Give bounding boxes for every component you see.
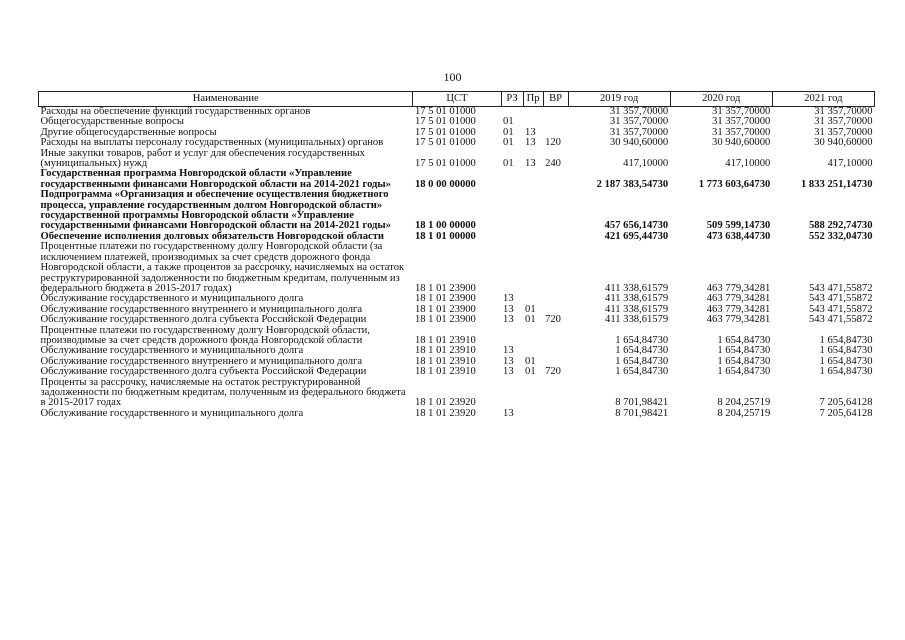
row-2021: 7 205,64128 xyxy=(819,407,873,419)
row-2020: 1 654,84730 xyxy=(717,366,771,378)
row-2021: 1 654,84730 xyxy=(819,334,873,346)
row-2019: 1 654,84730 xyxy=(615,345,669,357)
row-2021: 417,10000 xyxy=(827,158,873,170)
row-pr xyxy=(523,190,543,232)
header-2019: 2019 год xyxy=(568,92,670,107)
row-name: Общегосударственные вопросы xyxy=(40,116,184,128)
row-vr xyxy=(543,169,568,190)
row-2019: 8 701,98421 xyxy=(615,397,669,409)
row-2020: 509 599,14730 xyxy=(706,220,771,232)
row-2019: 31 357,70000 xyxy=(609,106,669,117)
row-rz: 13 xyxy=(503,407,514,419)
row-vr xyxy=(543,409,568,419)
header-cst: ЦСТ xyxy=(413,92,501,107)
row-rz: 13 xyxy=(503,366,514,378)
row-cst: 18 1 01 23910 xyxy=(414,366,476,378)
row-vr xyxy=(543,326,568,347)
row-2020: 463 779,34281 xyxy=(706,282,771,294)
table-row xyxy=(39,315,875,325)
table-row xyxy=(39,378,875,409)
row-cst: 17 5 01 01000 xyxy=(414,106,476,117)
row-cst: 18 1 01 23910 xyxy=(414,355,476,367)
row-2019: 1 654,84730 xyxy=(615,366,669,378)
row-cst: 18 1 01 23900 xyxy=(414,314,476,326)
row-cst: 18 0 00 00000 xyxy=(414,178,476,190)
header-pr: Пр xyxy=(523,92,543,107)
row-rz: 13 xyxy=(503,355,514,367)
row-cst: 18 1 01 23910 xyxy=(414,345,476,357)
row-2021: 31 357,70000 xyxy=(814,126,873,138)
row-name: Обслуживание государственного долга субъекта Российской Федерации xyxy=(40,314,367,326)
row-pr xyxy=(523,232,543,242)
row-rz: 01 xyxy=(503,137,514,149)
row-rz: 01 xyxy=(503,126,514,138)
row-2019: 30 940,60000 xyxy=(609,137,669,149)
row-2021: 552 332,04730 xyxy=(808,230,873,242)
row-pr: 13 xyxy=(525,158,536,170)
row-cst: 18 1 01 23910 xyxy=(414,334,476,346)
row-pr xyxy=(523,169,543,190)
table-row xyxy=(39,409,875,419)
row-rz: 13 xyxy=(503,303,514,315)
page-number: 100 xyxy=(443,70,462,84)
header-name: Наименование xyxy=(39,92,413,107)
row-2019: 411 338,61579 xyxy=(605,303,669,315)
row-2020: 31 357,70000 xyxy=(712,126,771,138)
row-name: Проценты за рассрочку, начисляемые на остаток реструктурированной задолженности по бюджетным кредитам, полученным из федерального бюджета в 2015-2017 годах xyxy=(40,376,406,409)
row-vr xyxy=(543,242,568,294)
table-row xyxy=(39,326,875,347)
row-pr xyxy=(523,326,543,347)
row-pr: 01 xyxy=(525,314,536,326)
row-name: Государственная программа Новгородской области «Управление государственными финансами Новгородской области на 2014-2021 годы» xyxy=(40,168,391,190)
row-2021: 1 833 251,14730 xyxy=(800,178,873,190)
row-2021: 588 292,74730 xyxy=(808,220,873,232)
row-cst: 17 5 01 01000 xyxy=(414,137,476,149)
table-row xyxy=(39,367,875,377)
row-cst: 18 1 01 23900 xyxy=(414,282,476,294)
row-name: Обслуживание государственного и муниципального долга xyxy=(40,407,304,419)
row-cst: 18 1 00 00000 xyxy=(414,220,476,232)
row-rz xyxy=(501,232,523,242)
row-2020: 473 638,44730 xyxy=(706,230,771,242)
table-row xyxy=(39,190,875,232)
row-2021: 30 940,60000 xyxy=(814,137,873,149)
row-2019: 457 656,14730 xyxy=(604,220,669,232)
row-rz xyxy=(501,190,523,232)
row-2019: 411 338,61579 xyxy=(605,314,669,326)
row-pr xyxy=(523,107,543,118)
row-rz: 01 xyxy=(503,158,514,170)
row-2020: 8 204,25719 xyxy=(717,407,771,419)
header-2021: 2021 год xyxy=(772,92,874,107)
row-pr: 13 xyxy=(525,137,536,149)
row-2019: 421 695,44730 xyxy=(604,230,669,242)
row-cst: 18 1 01 23920 xyxy=(414,397,476,409)
row-name: Другие общегосударственные вопросы xyxy=(40,126,217,138)
row-name: Обслуживание государственного внутреннего и муниципального долга xyxy=(40,303,363,315)
header-rz: РЗ xyxy=(501,92,523,107)
header-vr: ВР xyxy=(543,92,568,107)
table-row xyxy=(39,169,875,190)
row-rz xyxy=(501,326,523,347)
row-2021: 7 205,64128 xyxy=(819,397,873,409)
row-2021: 1 654,84730 xyxy=(819,355,873,367)
row-2021: 543 471,55872 xyxy=(808,314,873,326)
row-vr xyxy=(543,346,568,356)
row-2021: 543 471,55872 xyxy=(808,303,873,315)
row-cst: 18 1 01 23900 xyxy=(414,303,476,315)
row-2020: 1 654,84730 xyxy=(717,355,771,367)
row-rz: 13 xyxy=(503,345,514,357)
row-vr xyxy=(543,294,568,304)
row-2020: 1 773 603,64730 xyxy=(698,178,771,190)
row-name: Обеспечение исполнения долговых обязательств Новгородской области xyxy=(40,230,385,242)
table-header-row xyxy=(39,92,875,107)
row-2021: 1 654,84730 xyxy=(819,345,873,357)
row-name: Процентные платежи по государственному долгу Новгородской области, производимые за счет средств дорожного фонда Новгородской области xyxy=(40,324,370,346)
row-2021: 543 471,55872 xyxy=(808,293,873,305)
row-pr xyxy=(523,242,543,294)
row-name: Обслуживание государственного внутреннего и муниципального долга xyxy=(40,355,363,367)
row-rz xyxy=(501,242,523,294)
row-2020: 8 204,25719 xyxy=(717,397,771,409)
row-vr: 240 xyxy=(545,158,561,170)
row-rz: 13 xyxy=(503,314,514,326)
row-2020: 463 779,34281 xyxy=(706,293,771,305)
row-pr: 01 xyxy=(525,366,536,378)
row-pr: 13 xyxy=(525,126,536,138)
row-vr xyxy=(543,232,568,242)
row-name: Процентные платежи по государственному долгу Новгородской области (за исключением платежей, производимых за счет средств дорожного фонда Новгородской области, а также процентов за рассрочку, начисляемых на остаток реструктурированной задолженности по бюджетным кредитам, полученным из федерального бюджета в 2015-2017 годах) xyxy=(40,241,405,294)
row-vr: 720 xyxy=(545,366,561,378)
row-2019: 1 654,84730 xyxy=(615,355,669,367)
row-name: Обслуживание государственного и муниципального долга xyxy=(40,293,304,305)
row-2021: 31 357,70000 xyxy=(814,106,873,117)
row-vr xyxy=(543,107,568,118)
row-2019: 417,10000 xyxy=(623,158,669,170)
row-vr: 120 xyxy=(545,137,561,149)
row-name: Расходы на выплаты персоналу государственных (муниципальных) органов xyxy=(40,137,384,149)
table-row xyxy=(39,242,875,294)
row-2019: 1 654,84730 xyxy=(615,334,669,346)
row-pr: 01 xyxy=(525,355,536,367)
row-2020: 463 779,34281 xyxy=(706,314,771,326)
row-2019: 31 357,70000 xyxy=(609,116,669,128)
row-2020: 31 357,70000 xyxy=(712,116,771,128)
row-2020: 463 779,34281 xyxy=(706,303,771,315)
row-vr: 720 xyxy=(545,314,561,326)
row-cst: 18 1 01 23900 xyxy=(414,293,476,305)
row-rz: 13 xyxy=(503,293,514,305)
row-vr xyxy=(543,190,568,232)
row-2019: 411 338,61579 xyxy=(605,293,669,305)
row-cst: 17 5 01 01000 xyxy=(414,158,476,170)
row-2020: 417,10000 xyxy=(725,158,771,170)
row-2020: 1 654,84730 xyxy=(717,345,771,357)
row-name: Обслуживание государственного и муниципального долга xyxy=(40,345,304,357)
row-name: Подпрограмма «Организация и обеспечение осуществления бюджетного процесса, управление государственным долгом Новгородской области» государственной программы Новгородской области «Управление государственными финансами Новгородской области на 2014-2021 годы» xyxy=(40,189,391,232)
row-name: Обслуживание государственного долга субъекта Российской Федерации xyxy=(40,366,367,378)
row-2020: 1 654,84730 xyxy=(717,334,771,346)
row-rz xyxy=(501,378,523,409)
budget-table xyxy=(38,91,875,419)
row-2019: 31 357,70000 xyxy=(609,126,669,138)
row-cst: 18 1 01 23920 xyxy=(414,407,476,419)
row-2021: 1 654,84730 xyxy=(819,366,873,378)
row-pr xyxy=(523,378,543,409)
row-pr xyxy=(523,409,543,419)
row-vr xyxy=(543,378,568,409)
row-2019: 2 187 383,54730 xyxy=(596,178,669,190)
row-rz xyxy=(501,169,523,190)
table-row xyxy=(39,149,875,170)
row-cst: 17 5 01 01000 xyxy=(414,126,476,138)
row-2021: 31 357,70000 xyxy=(814,116,873,128)
row-rz: 01 xyxy=(503,116,514,128)
row-2021: 543 471,55872 xyxy=(808,282,873,294)
row-2020: 30 940,60000 xyxy=(712,137,771,149)
row-2020: 31 357,70000 xyxy=(712,106,771,117)
row-pr: 01 xyxy=(525,303,536,315)
row-cst: 17 5 01 01000 xyxy=(414,116,476,128)
header-2020: 2020 год xyxy=(670,92,772,107)
row-cst: 18 1 01 00000 xyxy=(414,230,476,242)
row-vr xyxy=(543,117,568,127)
row-2019: 8 701,98421 xyxy=(615,407,669,419)
row-name: Иные закупки товаров, работ и услуг для обеспечения государственных (муниципальных) нужд xyxy=(40,147,365,170)
row-name: Расходы на обеспечение функций государственных органов xyxy=(40,106,311,117)
row-2019: 411 338,61579 xyxy=(605,282,669,294)
